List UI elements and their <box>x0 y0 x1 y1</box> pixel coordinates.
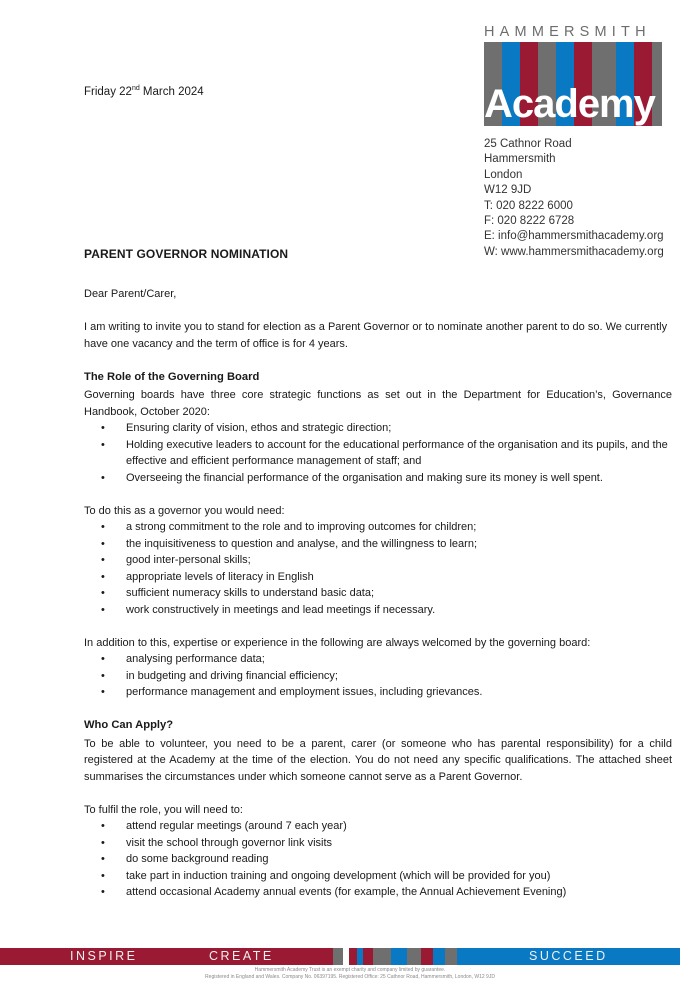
fulfil-list <box>84 818 672 901</box>
address-line: London <box>484 168 523 181</box>
date-month-year: March 2024 <box>139 85 204 98</box>
address-line: 25 Cathnor Road <box>484 138 572 150</box>
fulfil-intro: To fulfil the role, you will need to: <box>84 803 243 816</box>
list-item: • the inquisitiveness to question and analyse, and the willingness to learn; <box>84 536 672 553</box>
list-item: • Ensuring clarity of vision, ethos and strategic direction; <box>84 420 672 437</box>
motto-inspire: INSPIRE <box>70 949 138 963</box>
motto-succeed: SUCCEED <box>529 949 608 963</box>
list-item: • performance management and employment issues, including grievances. <box>84 684 672 701</box>
list-item: • appropriate levels of literacy in English <box>84 569 672 586</box>
list-item: • visit the school through governor link visits <box>84 835 672 852</box>
logo-wordmark-hammersmith: HAMMERSMITH <box>484 24 651 40</box>
footer-motto <box>0 948 700 965</box>
need-list <box>84 519 672 618</box>
address-block <box>484 137 664 260</box>
motto-create: CREATE <box>209 949 274 963</box>
logo-wordmark-academy: Academy <box>484 82 655 126</box>
phone-number: T: 020 8222 6000 <box>484 199 573 212</box>
footer-legal <box>0 967 700 981</box>
letter-date <box>84 85 204 98</box>
footer-legal-line-2: Registered in England and Wales. Company No. 06397195. Registered Office: 25 Cathnor Road, Hammersmith, London, W12 9JD <box>205 974 495 980</box>
footer-legal-line-1: Hammersmith Academy Trust is an exempt charity and company limited by guarantee. <box>254 967 446 973</box>
list-item: • take part in induction training and ongoing development (which will be provided for you) <box>84 868 672 885</box>
need-intro: To do this as a governor you would need: <box>84 504 285 517</box>
salutation: Dear Parent/Carer, <box>84 288 177 300</box>
email-link[interactable]: E: info@hammersmithacademy.org <box>484 230 664 243</box>
role-list <box>84 420 672 486</box>
list-item: • sufficient numeracy skills to understand basic data; <box>84 585 672 602</box>
intro-paragraph: I am writing to invite you to stand for election as a Parent Governor or to nominate another parent to do so. We currently have one vacancy and the term of office is for 4 years. <box>84 321 668 350</box>
list-item: • a strong commitment to the role and to improving outcomes for children; <box>84 519 672 536</box>
apply-paragraph: To be able to volunteer, you need to be a parent, carer (or someone who has parental responsibility) for a child registered at the Academy at the time of the election. You do not need any specific qualifications. The attached sheet summarises the circumstances under which someone cannot serve as a Parent Governor. <box>84 737 672 783</box>
address-line: Hammersmith <box>484 153 556 166</box>
date-suffix: nd <box>131 85 140 92</box>
address-postcode: W12 9JD <box>484 184 532 197</box>
date-day: Friday 22 <box>84 85 132 98</box>
section-heading-apply: Who Can Apply? <box>84 719 174 731</box>
list-item: • in budgeting and driving financial efficiency; <box>84 668 672 685</box>
list-item: • analysing performance data; <box>84 651 672 668</box>
extra-list <box>84 651 672 701</box>
section-heading-role: The Role of the Governing Board <box>84 370 260 383</box>
letter-body <box>84 286 672 901</box>
fax-number: F: 020 8222 6728 <box>484 215 575 228</box>
list-item: • Holding executive leaders to account for the educational performance of the organisation and its pupils, and the effective and efficient performance management of staff; and <box>84 437 672 470</box>
list-item: • attend occasional Academy annual events (for example, the Annual Achievement Evening) <box>84 884 672 901</box>
list-item: • do some background reading <box>84 851 672 868</box>
list-item: • work constructively in meetings and lead meetings if necessary. <box>84 602 672 619</box>
list-item: • Overseeing the financial performance of the organisation and making sure its money is well spent. <box>84 470 672 487</box>
role-paragraph: Governing boards have three core strategic functions as set out in the Department for Education’s, Governance Handbook, October 2020: <box>84 389 672 418</box>
page-title: PARENT GOVERNOR NOMINATION <box>84 247 289 261</box>
website-link[interactable]: W: www.hammersmithacademy.org <box>484 245 664 258</box>
list-item: • good inter-personal skills; <box>84 552 672 569</box>
extra-intro: In addition to this, expertise or experience in the following are always welcomed by the governing board: <box>84 636 591 649</box>
list-item: • attend regular meetings (around 7 each year) <box>84 818 672 835</box>
